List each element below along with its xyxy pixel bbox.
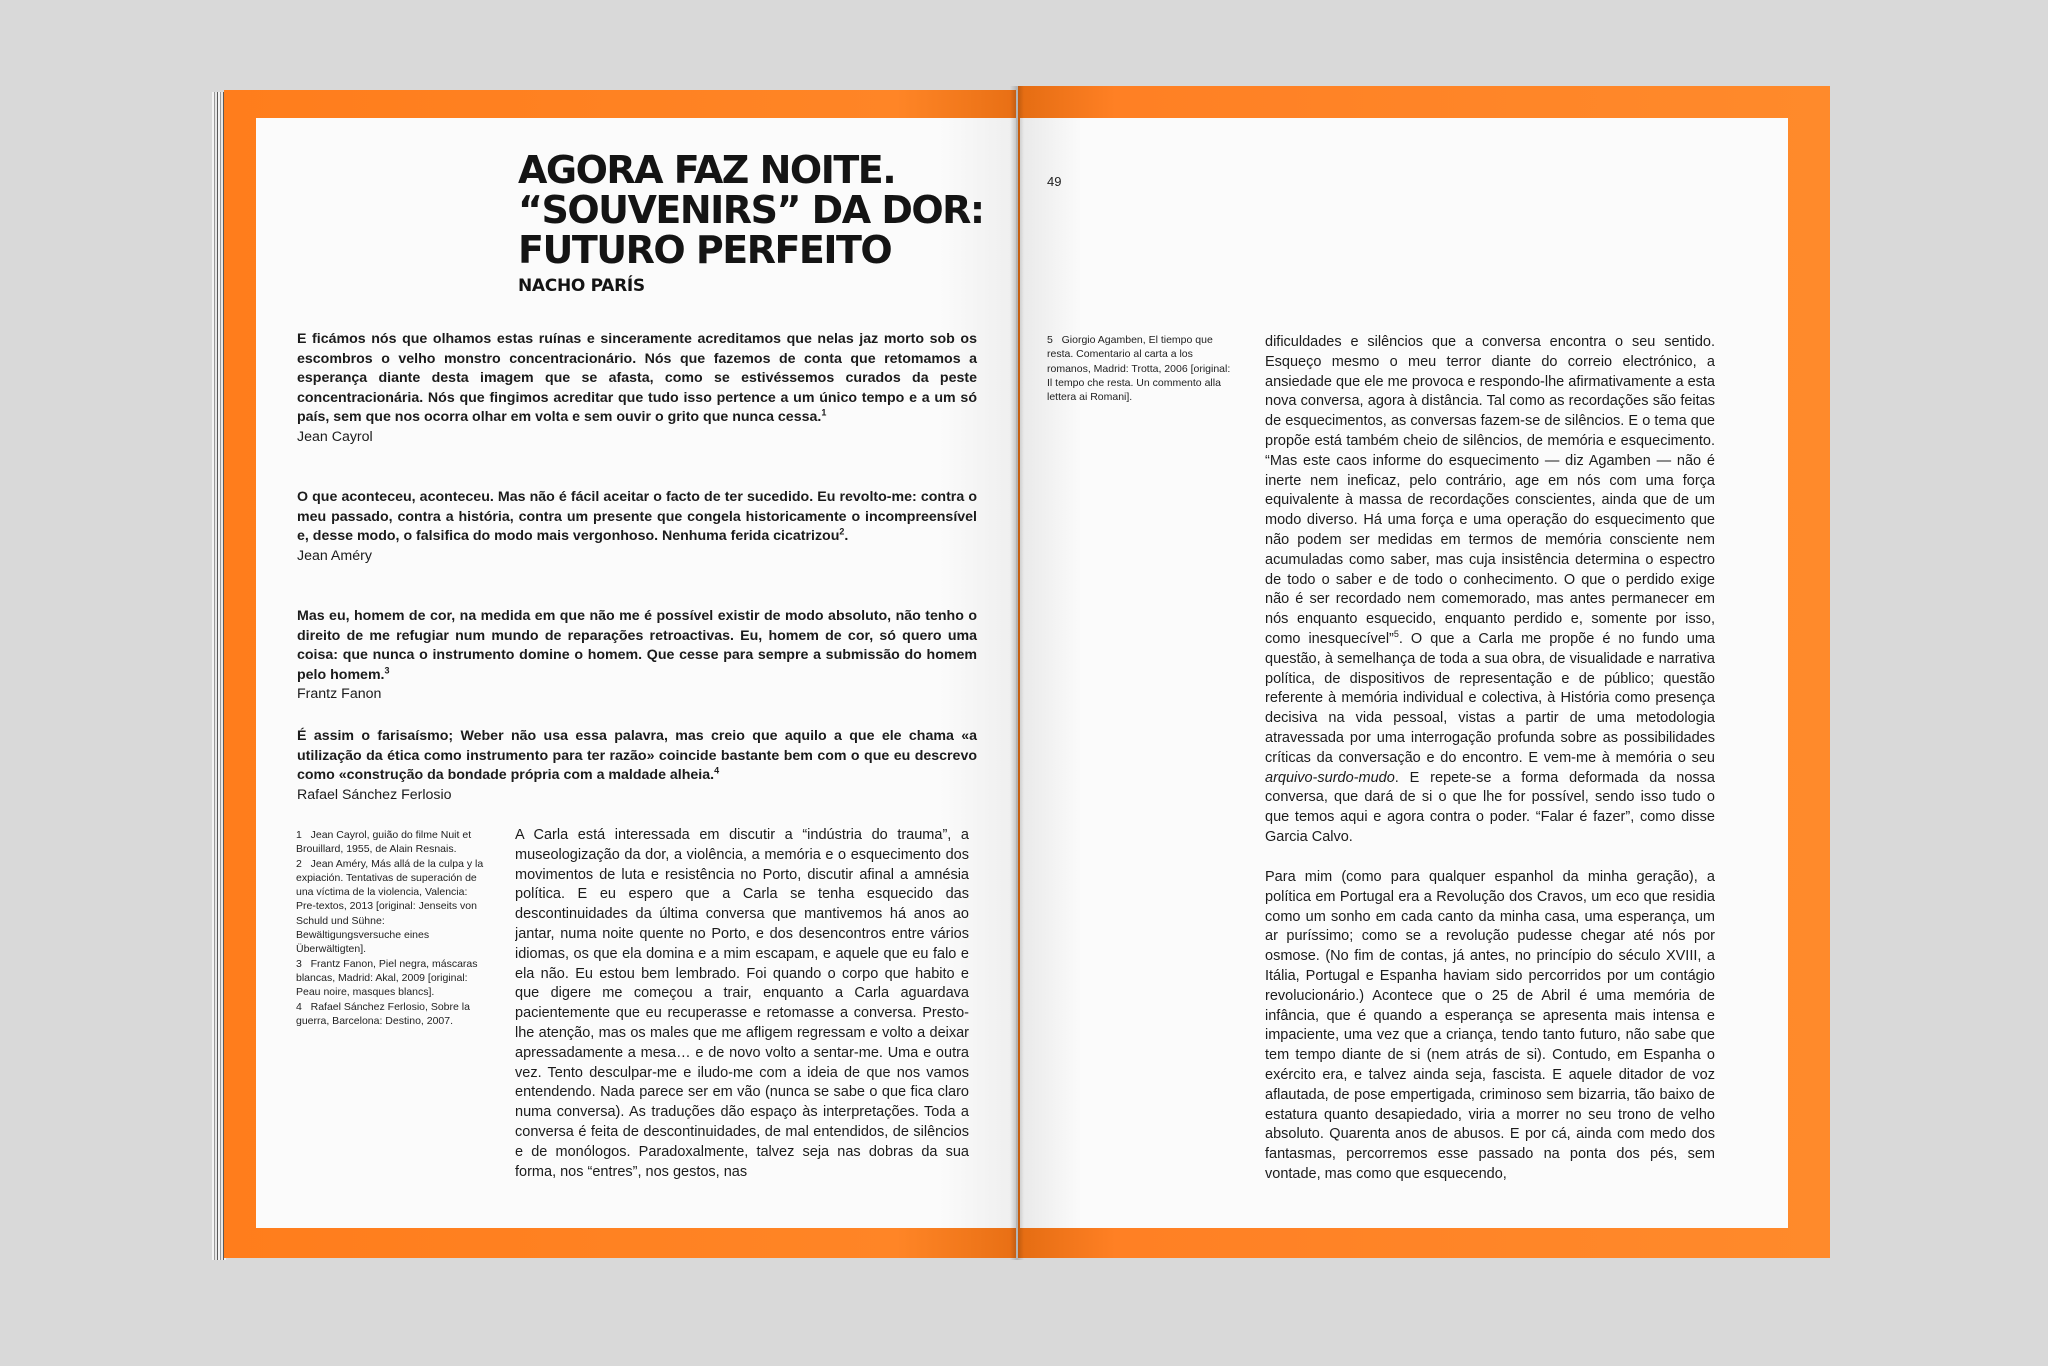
footnote: 3 Frantz Fanon, Piel negra, máscaras blancas, Madrid: Akal, 2009 [original: Peau noire, masques blancs]. [296, 957, 478, 999]
body-text-left [515, 826, 969, 1190]
title-line: “SOUVENIRS” DA DOR: [518, 188, 984, 232]
note-ref: 5 [1393, 629, 1399, 640]
quote-source: Jean Améry [297, 547, 372, 564]
note-ref: 3 [384, 665, 390, 676]
footnote: 4 Rafael Sánchez Ferlosio, Sobre la guerra, Barcelona: Destino, 2007. [296, 1000, 470, 1027]
paragraph: A Carla está interessada em discutir a “indústria do trauma”, a museologização da dor, a violência, a memória e o esquecimento dos movimentos de luta e resistência no Porto, discutir afinal a amnésia política. E eu espero que a Carla se tenha esquecido das descontinuidades da última conversa que mantivemos há anos ao jantar, numa noite quente no Porto, e dos desencontros entre vários idiomas, os que ela domina e a mim escapam, e aquele que eu falo e ela não. Eu estou bem lembrado. Foi quando o corpo que habito e que digere me começou a trair, enquanto a Carla aguardava pacientemente que eu recuperasse e retomasse a conversa. Presto-lhe atenção, mas os males que me afligem regressam e volto a deixar apressadamente a mesa… e de novo volto a sentar-me. Uma e outra vez. Tento desculpar-me e iludo-me com a ideia de que nos vamos entendendo. Nada parece ser em vão (nunca se sabe o que fica claro numa conversa). As traduções dão espaço às interpretações. Toda a conversa é feita de descontinuidades, de mal entendidos, de silêncios e de monólogos. Paradoxalmente, talvez seja nas dobras da sua forma, nos “entres”, nos gestos, nas [515, 827, 969, 1180]
article-author: NACHO PARÍS [518, 276, 645, 296]
title-line: AGORA FAZ NOITE. [518, 148, 896, 192]
quote-text: E ficámos nós que olhamos estas ruínas e sinceramente acreditamos que nelas jaz morto sob os escombros o velho monstro concentracionário. Nós que fazemos de conta que retomamos a esperança diante desta imagem que se afasta, como se estivéssemos curados da peste concentracionária. Nós que fingimos acreditar que tudo isso pertence a um único tempo e a um só país, sem que nos ocorra olhar em volta e sem ouvir o grito que nunca cessa. [297, 331, 977, 426]
title-line: FUTURO PERFEITO [518, 228, 892, 272]
quote-text: É assim o farisaísmo; Weber não usa essa palavra, mas creio que aquilo a que ele chama «a utilização da ética como instrumento para ter razão» coincide bastante bem com o que eu descrevo como «construção da bondade própria com a maldade alheia. [297, 728, 977, 784]
footnote: 2 Jean Améry, Más allá de la culpa y la expiación. Tentativas de superación de una víctima de la violencia, Valencia: Pre-textos, 2013 [original: Jenseits von Schuld und Sühne: Bewältigungsversuche eines Überwältigten]. [296, 857, 484, 956]
note-ref: 1 [821, 407, 827, 418]
quote-source: Rafael Sánchez Ferlosio [297, 786, 452, 803]
note-ref: 2 [839, 526, 845, 537]
page-number: 49 [1047, 174, 1062, 189]
footnotes-left [296, 828, 486, 1028]
footnotes-right [1047, 333, 1237, 404]
body-text-right-2 [1265, 868, 1715, 1190]
quote-source: Jean Cayrol [297, 428, 373, 445]
quote-text: O que aconteceu, aconteceu. Mas não é fácil aceitar o facto de ter sucedido. Eu revolto-me: contra o meu passado, contra a história, contra um presente que congela historicamente o incompreensível e, desse modo, o falsifica do modo mais vergonhoso. Nenhuma ferida cicatrizou [297, 489, 977, 545]
emphasis: arquivo-surdo-mudo [1265, 769, 1395, 786]
epigraph-quote: O que aconteceu, aconteceu. Mas não é fácil aceitar o facto de ter sucedido. Eu revolto-me: contra o meu passado, contra a história, contra um presente que congela historicamente o incompreensível e, desse modo, o falsifica do modo mais vergonhoso. Nenhuma ferida cicatrizou$^2$. Jean Améry [297, 488, 977, 566]
spine-gutter [1010, 86, 1024, 1260]
footnote: 5 Giorgio Agamben, El tiempo que resta. Comentario al carta a los romanos, Madrid: Trotta, 2006 [original: Il tempo che resta. Un commento alla lettera ai Romani]. [1047, 334, 1231, 404]
paragraph: Para mim (como para qualquer espanhol da minha geração), a política em Portugal era a Revolução dos Cravos, um eco que residia como um sonho em cada canto da minha casa, uma esperança, um ar puríssimo; como se a revolução pudesse chegar até nós por osmose. (No fim de contas, já antes, no princípio do século XVIII, a Itália, Portugal e Espanha haviam sido percorridos por um contágio revolucionário.) Acontece que o 25 de Abril é uma memória de infância, que é quando a esperança se apresenta mais intensa e impaciente, uma vez que a criança, tendo tanto futuro, não sabe que tem tempo diante de si (nem atrás de si). Contudo, em Espanha o exército era, e talvez ainda seja, fascista. E aquele ditador de voz aflautada, de pose empertigada, criminoso sem bizarria, tão baixo de estatura quanto desapiedado, viria a morrer no seu trono de velho absoluto. Quarenta anos de abusos. E por cá, ainda com medo dos fantasmas, percorremos esse passado na ponta dos pés, sem vontade, mas como que esquecendo, [1265, 869, 1715, 1182]
paragraph: dificuldades e silêncios que a conversa encontra o seu sentido. Esqueço mesmo o meu terror diante do correio electrónico, a ansiedade que ele me provoca e respondo-lhe afirmativamente a esta nova conversa, agora à distância. Tal como as recordações são feitas de esquecimentos, as conversas fazem-se de silêncios. E o tema que propõe está também cheio de silêncios, de memória e esquecimento. “Mas este caos informe do esquecimento — diz Agamben — não é inerte nem ineficaz, pelo contrário, age em nós com uma força equivalente à massa de recordações conscientes, ainda que de um modo diverso. Há uma força e uma operação do esquecimento que não podem ser medidas em termos de memória consciente nem acumuladas como saber, mas cuja insistência determina o espectro de todo o saber e de todo o conhecimento. O que o perdido exige não é ser recordado nem comemorado, mas antes permanecer em nós enquanto esquecido, enquanto perdido e, somente por isso, como inesquecível”$^5$. O que a Carla me propõe é no fundo uma questão, à semelhança de toda a sua obra, de visualidade e narrativa política, de dispositivos de representação e de público; questão referente à memória individual e colectiva, à História como presença decisiva na vida pessoal, vistas a partir de uma metodologia atravessada por uma interrogação profunda sobre as possibilidades críticas da conversação e do encontro. E vem-me à memória o seu arquivo-surdo-mudo. E repete-se a forma deformada da nossa conversa, que dará de si o que lhe for possível, sendo isso tudo o que temos aqui e agora contra o poder. “Falar é fazer”, como disse Garcia Calvo. [1265, 334, 1715, 845]
epigraph-quote [297, 727, 977, 805]
article-title [518, 150, 984, 270]
footnote: 1 Jean Cayrol, guião do filme Nuit et Brouillard, 1955, de Alain Resnais. [296, 829, 472, 856]
note-ref: 4 [714, 765, 720, 776]
epigraph-quote [297, 330, 977, 448]
epigraph-quote [297, 607, 977, 705]
body-text-right [1265, 333, 1715, 853]
quote-text: Mas eu, homem de cor, na medida em que não me é possível existir de modo absoluto, não tenho o direito de me refugiar num mundo de reparações retroactivas. Eu, homem de cor, só quero uma coisa: que nunca o instrumento domine o homem. Que cesse para sempre a submissão do homem pelo homem. [297, 608, 977, 683]
quote-source: Frantz Fanon [297, 686, 382, 703]
